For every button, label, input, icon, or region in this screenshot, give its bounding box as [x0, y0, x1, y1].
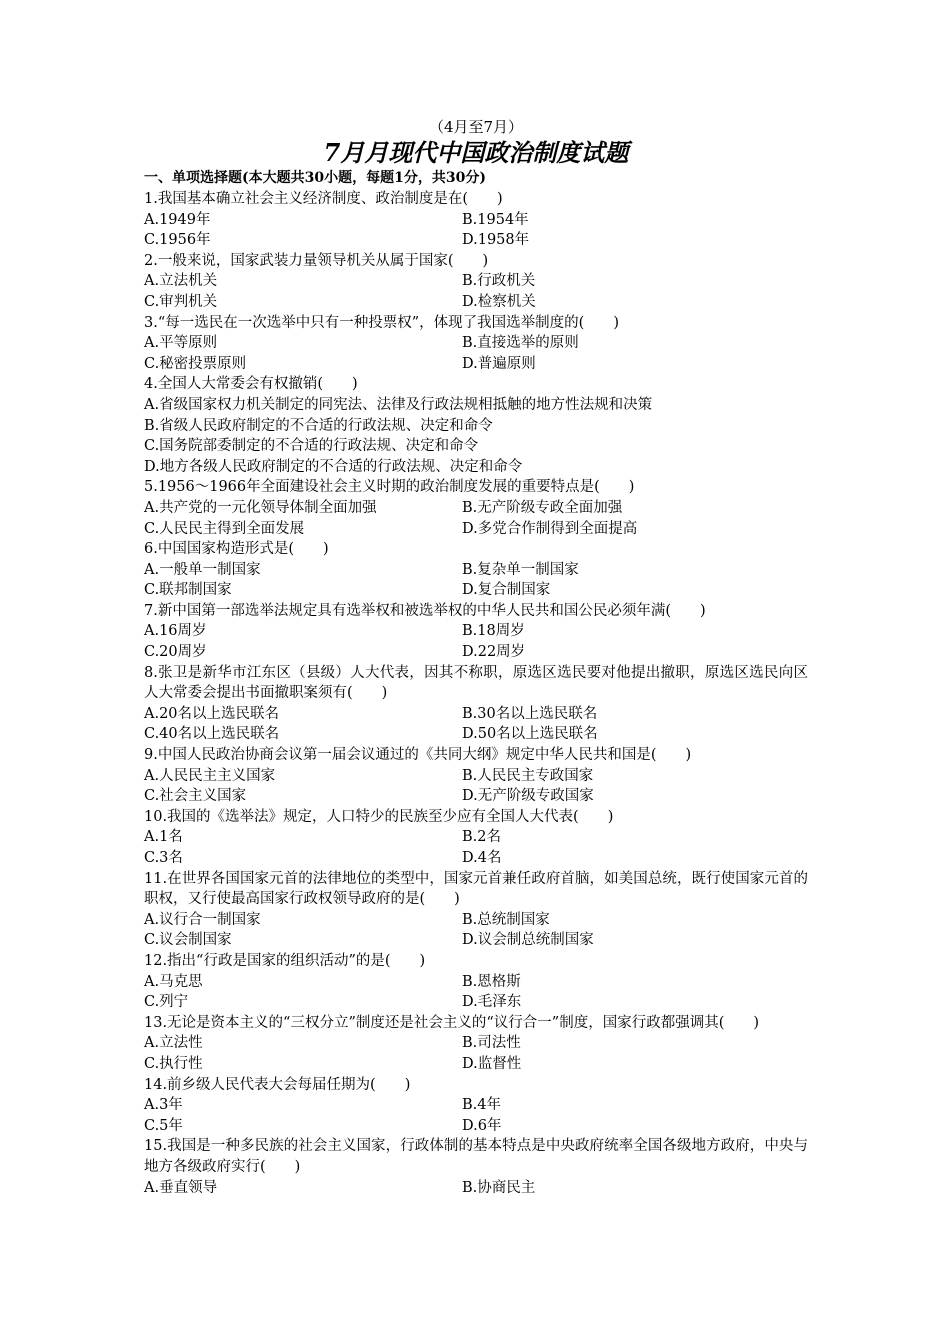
answer-option: A.共产党的一元化领导体制全面加强: [144, 499, 377, 516]
answer-option: D.复合制国家: [462, 582, 551, 599]
answer-option: C.审判机关: [144, 293, 218, 310]
answer-option: B.协商民主: [462, 1179, 536, 1196]
answer-options: [144, 560, 808, 601]
answer-options: [144, 498, 808, 539]
answer-option: A.立法性: [144, 1035, 203, 1052]
answer-options: [144, 1095, 808, 1136]
answer-options: [144, 333, 808, 374]
question-stem: 14.前乡级人民代表大会每届任期为( ): [144, 1076, 411, 1093]
answer-option: A.一般单一制国家: [144, 561, 261, 578]
question-item: [144, 477, 808, 539]
date-range-subtitle: （4月至7月）: [428, 118, 524, 136]
answer-option: D.普遍原则: [462, 355, 536, 372]
answer-option: A.1949年: [144, 211, 211, 228]
answer-option: B.直接选举的原则: [462, 335, 579, 352]
answer-option: B.人民民主专政国家: [462, 767, 594, 784]
question-stem: 8.张卫是新华市江东区（县级）人大代表，因其不称职，原选区选民要对他提出撤职，原选区选民向区人大常委会提出书面撤职案须有( ): [144, 664, 808, 702]
question-stem: 6.中国国家构造形式是( ): [144, 541, 329, 558]
question-item: [144, 601, 808, 663]
answer-option: B.复杂单一制国家: [462, 561, 579, 578]
answer-option: A.议行合一制国家: [144, 911, 261, 928]
answer-options: [144, 972, 808, 1013]
answer-options: [144, 1033, 808, 1074]
question-stem: 13.无论是资本主义的“三权分立”制度还是社会主义的“议行合一”制度，国家行政都强调其( ): [144, 1014, 760, 1031]
answer-option: D.1958年: [462, 232, 530, 249]
answer-options: [144, 827, 808, 868]
question-stem: 11.在世界各国国家元首的法律地位的类型中，国家元首兼任政府首脑，如美国总统，既行使国家元首的职权，又行使最高国家行政权领导政府的是( ): [144, 870, 808, 908]
answer-option: D.50名以上选民联名: [462, 726, 598, 743]
question-item: [144, 539, 808, 601]
question-stem: 4.全国人大常委会有权撤销( ): [144, 376, 358, 393]
answer-option: C.国务院部委制定的不合适的行政法规、决定和命令: [144, 438, 479, 455]
answer-option: C.5年: [144, 1117, 183, 1134]
answer-options: [144, 210, 808, 251]
question-item: [144, 1075, 808, 1137]
answer-option: D.多党合作制得到全面提高: [462, 520, 638, 537]
question-stem: 7.新中国第一部选举法规定具有选举权和被选举权的中华人民共和国公民必须年满( ): [144, 602, 706, 619]
exam-content: [144, 116, 808, 1198]
answer-option: C.议会制国家: [144, 932, 232, 949]
answer-option: C.社会主义国家: [144, 788, 247, 805]
answer-option: A.马克思: [144, 973, 203, 990]
answer-option: A.16周岁: [144, 623, 207, 640]
answer-option: B.30名以上选民联名: [462, 705, 598, 722]
answer-option: C.执行性: [144, 1055, 203, 1072]
answer-option: B.2名: [462, 829, 501, 846]
answer-options: [144, 271, 808, 312]
answer-option: D.22周岁: [462, 644, 526, 661]
answer-option: A.20名以上选民联名: [144, 705, 280, 722]
answer-option: D.地方各级人民政府制定的不合适的行政法规、决定和命令: [144, 458, 523, 475]
answer-option: A.人民民主主义国家: [144, 767, 276, 784]
question-list: [144, 189, 808, 1198]
answer-option: A.立法机关: [144, 273, 218, 290]
answer-option: C.联邦制国家: [144, 582, 232, 599]
answer-option: B.1954年: [462, 211, 529, 228]
question-item: [144, 951, 808, 1013]
answer-option: C.20周岁: [144, 644, 207, 661]
answer-option: D.毛泽东: [462, 994, 522, 1011]
question-stem: 1.我国基本确立社会主义经济制度、政治制度是在( ): [144, 191, 503, 207]
section-heading: 一、单项选择题(本大题共30小题，每题1分，共30分): [144, 170, 486, 186]
question-stem: 3.“每一选民在一次选举中只有一种投票权”，体现了我国选举制度的( ): [144, 314, 619, 331]
answer-option: B.省级人民政府制定的不合适的行政法规、决定和命令: [144, 417, 493, 434]
answer-option: C.1956年: [144, 232, 211, 249]
answer-option: B.行政机关: [462, 273, 536, 290]
question-item: [144, 251, 808, 313]
question-stem: 9.中国人民政治协商会议第一届会议通过的《共同大纲》规定中华人民共和国是( ): [144, 747, 692, 764]
answer-option: C.人民民主得到全面发展: [144, 520, 305, 537]
answer-option: D.6年: [462, 1117, 502, 1134]
answer-option: D.检察机关: [462, 293, 536, 310]
answer-option: B.18周岁: [462, 623, 525, 640]
question-item: [144, 313, 808, 375]
answer-option: A.1名: [144, 829, 183, 846]
answer-option: A.3年: [144, 1097, 183, 1114]
answer-option: C.列宁: [144, 994, 189, 1011]
question-item: [144, 869, 808, 951]
question-item: [144, 189, 808, 251]
question-stem: 15.我国是一种多民族的社会主义国家，行政体制的基本特点是中央政府统率全国各级地方政府，中央与地方各级政府实行( ): [144, 1138, 808, 1175]
page-title: 7月月现代中国政治制度试题: [323, 138, 629, 167]
answer-option: B.司法性: [462, 1035, 521, 1052]
answer-option: A.省级国家权力机关制定的同宪法、法律及行政法规相抵触的地方性法规和决策: [144, 396, 653, 413]
answer-option: C.3名: [144, 850, 183, 866]
question-item: [144, 663, 808, 745]
answer-option: C.秘密投票原则: [144, 355, 247, 372]
answer-options: [144, 766, 808, 807]
answer-options: [144, 910, 808, 951]
answer-option: B.无产阶级专政全面加强: [462, 499, 623, 516]
question-stem: 12.指出“行政是国家的组织活动”的是( ): [144, 952, 426, 969]
question-stem: 2.一般来说，国家武装力量领导机关从属于国家( ): [144, 252, 489, 269]
answer-option: A.垂直领导: [144, 1179, 218, 1196]
question-item: [144, 1013, 808, 1075]
answer-options: [144, 621, 808, 662]
answer-options: [144, 1178, 808, 1199]
answer-option: B.恩格斯: [462, 973, 521, 990]
answer-option: D.议会制总统制国家: [462, 932, 594, 949]
answer-option: D.监督性: [462, 1055, 522, 1072]
answer-option: B.总统制国家: [462, 911, 550, 928]
question-stem: 5.1956～1966年全面建设社会主义时期的政治制度发展的重要特点是( ): [144, 479, 635, 496]
question-item: [144, 1136, 808, 1198]
answer-option: B.4年: [462, 1097, 501, 1114]
question-item: [144, 374, 808, 477]
question-stem: 10.我国的《选举法》规定，人口特少的民族至少应有全国人大代表( ): [144, 808, 614, 825]
answer-option: D.无产阶级专政国家: [462, 788, 594, 805]
answer-option: D.4名: [462, 850, 502, 866]
answer-options: [144, 704, 808, 745]
question-item: [144, 745, 808, 807]
answer-option: A.平等原则: [144, 335, 218, 352]
question-item: [144, 807, 808, 869]
answer-option: C.40名以上选民联名: [144, 726, 280, 743]
